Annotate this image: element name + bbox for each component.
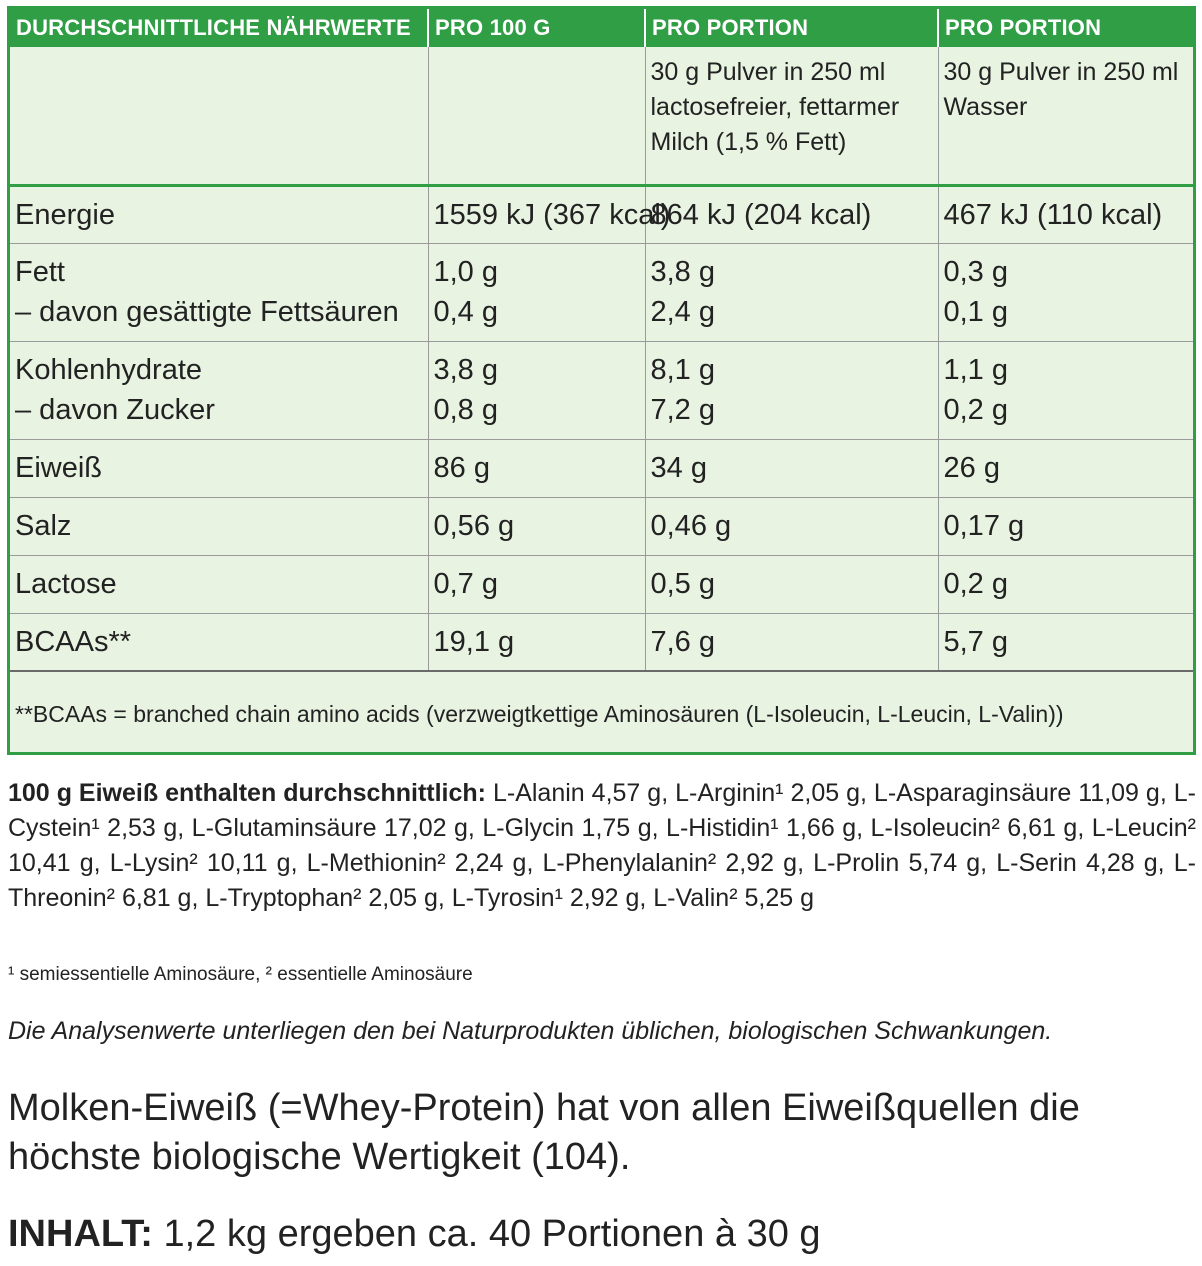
analysis-disclaimer: Die Analysenwerte unterliegen den bei Naturprodukten üblichen, biologischen Schwankungen.	[8, 1017, 1053, 1045]
cell-portion-water: 26 g	[938, 439, 1193, 497]
contents-text: 1,2 kg ergeben ca. 40 Portionen à 30 g	[152, 1213, 821, 1255]
subheader-portion-water: 30 g Pulver in 250 ml Wasser	[938, 47, 1193, 185]
nutrition-table	[10, 9, 1193, 757]
cell-portion-milk: 864 kJ (204 kcal)	[645, 185, 938, 243]
cell-portion-water: 1,1 g 0,2 g	[938, 341, 1193, 439]
row-label: Kohlenhydrate – davon Zucker	[10, 341, 428, 439]
contents-line	[8, 1213, 821, 1256]
cell-portion-water: 0,2 g	[938, 555, 1193, 613]
cell-per-100g: 0,56 g	[428, 497, 645, 555]
table-subheader-row	[10, 47, 1193, 185]
table-footnote-row	[10, 671, 1193, 757]
amino-acid-profile	[8, 776, 1196, 916]
row-label: Fett – davon gesättigte Fettsäuren	[10, 243, 428, 341]
nutrition-table-frame	[7, 6, 1196, 755]
cell-portion-milk: 7,6 g	[645, 613, 938, 671]
cell-portion-water: 0,3 g 0,1 g	[938, 243, 1193, 341]
cell-per-100g: 0,7 g	[428, 555, 645, 613]
cell-per-100g: 1559 kJ (367 kcal)	[428, 185, 645, 243]
table-row	[10, 243, 1193, 341]
contents-label: INHALT:	[8, 1213, 153, 1255]
subheader-portion-milk: 30 g Pulver in 250 ml lactosefreier, fettarmer Milch (1,5 % Fett)	[645, 47, 938, 185]
row-label: Salz	[10, 497, 428, 555]
bcaa-footnote: **BCAAs = branched chain amino acids (verzweigtkettige Aminosäuren (L-Isoleucin, L-Leucin, L-Valin))	[15, 701, 1064, 727]
amino-lead: 100 g Eiweiß enthalten durchschnittlich:	[8, 779, 486, 807]
header-per-100g: PRO 100 G	[428, 9, 645, 47]
cell-portion-milk: 8,1 g 7,2 g	[645, 341, 938, 439]
table-row	[10, 439, 1193, 497]
cell-portion-milk: 3,8 g 2,4 g	[645, 243, 938, 341]
whey-statement: Molken-Eiweiß (=Whey-Protein) hat von allen Eiweißquellen die höchste biologische Wertigkeit (104).	[8, 1087, 1080, 1178]
cell-per-100g: 1,0 g 0,4 g	[428, 243, 645, 341]
cell-portion-milk: 0,46 g	[645, 497, 938, 555]
amino-footnote: ¹ semiessentielle Aminosäure, ² essentielle Aminosäure	[8, 964, 473, 985]
cell-portion-water: 0,17 g	[938, 497, 1193, 555]
row-label: Eiweiß	[10, 439, 428, 497]
row-label: Lactose	[10, 555, 428, 613]
cell-portion-milk: 34 g	[645, 439, 938, 497]
table-header-row	[10, 9, 1193, 47]
amino-text: L-Alanin 4,57 g, L-Arginin¹ 2,05 g, L-Asparaginsäure 11,09 g, L-Cystein¹ 2,53 g, L-Glutaminsäure 17,02 g, L-Glycin 1,75 g, L-Histidin¹ 1,66 g, L-Isoleucin² 6,61 g, L-Leucin² 10,41 g, L-Lysin² 10,11 g, L-Methionin² 2,24 g, L-Phenylalanin² 2,92 g, L-Prolin 5,74 g, L-Serin 4,28 g, L-Threonin² 6,81 g, L-Tryptophan² 2,05 g, L-Tyrosin¹ 2,92 g, L-Valin² 5,25 g	[8, 779, 1196, 912]
table-row	[10, 497, 1193, 555]
row-label: Energie	[10, 185, 428, 243]
cell-per-100g: 86 g	[428, 439, 645, 497]
header-per-portion-water: PRO PORTION	[938, 9, 1193, 47]
subheader-nutrients	[10, 47, 428, 185]
cell-portion-milk: 0,5 g	[645, 555, 938, 613]
cell-portion-water: 467 kJ (110 kcal)	[938, 185, 1193, 243]
header-nutrients: DURCHSCHNITTLICHE NÄHRWERTE	[10, 9, 428, 47]
cell-per-100g: 3,8 g 0,8 g	[428, 341, 645, 439]
row-label: BCAAs**	[10, 613, 428, 671]
table-row	[10, 613, 1193, 671]
subheader-per-100g	[428, 47, 645, 185]
table-row	[10, 341, 1193, 439]
cell-per-100g: 19,1 g	[428, 613, 645, 671]
cell-portion-water: 5,7 g	[938, 613, 1193, 671]
table-row	[10, 555, 1193, 613]
header-per-portion-milk: PRO PORTION	[645, 9, 938, 47]
table-row	[10, 185, 1193, 243]
